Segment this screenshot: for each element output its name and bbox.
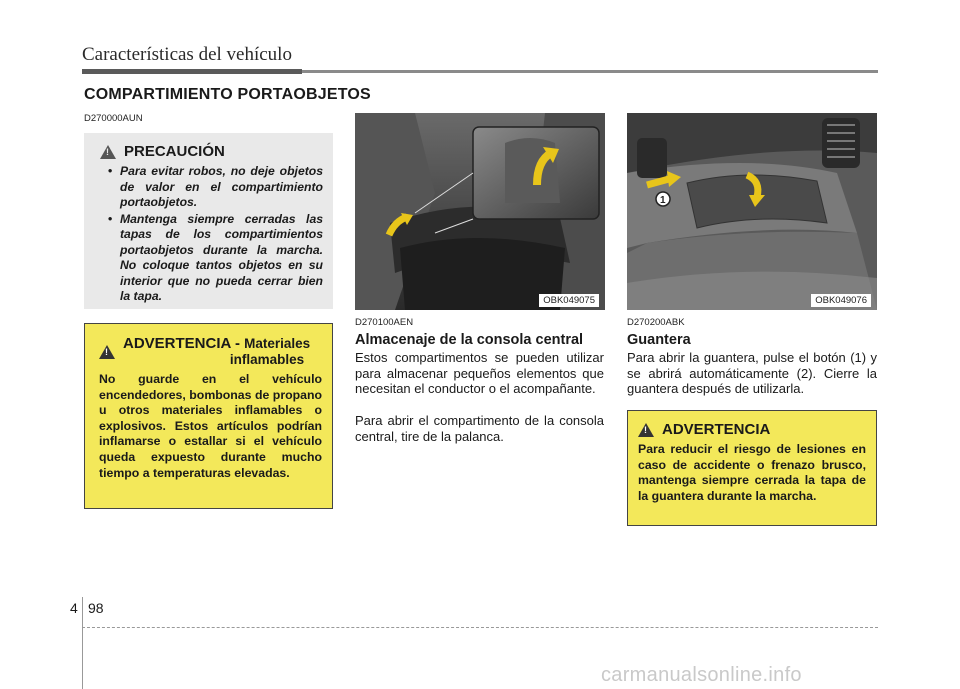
photo-code: OBK049075 [539,294,599,307]
callout-number: 1 [660,195,666,206]
glovebox-title: Guantera [627,332,691,348]
warning-title: ADVERTENCIA - [123,335,240,352]
warning-triangle-icon [100,145,116,159]
warning-header [99,336,322,368]
photo-code: OBK049076 [811,294,871,307]
console-paragraph-1: Estos compartimentos se pueden utilizar para almacenar pequeños elementos que necesitan el conductor o el acompañante. [355,350,604,397]
warning-subtitle-2: inflamables [229,352,305,367]
glovebox-photo [627,113,877,310]
warning-triangle-icon [638,423,654,437]
console-illustration [355,113,605,310]
warning-title: ADVERTENCIA [662,421,771,438]
caution-item: • Mantenga siempre cerradas las tapas de los compartimientos portaobjetos durante la marcha. No coloque tantos objetos en su interior que no pueda cerrar bien la tapa. [100,212,323,305]
caution-header [100,143,323,160]
console-title: Almacenaje de la consola central [355,332,584,348]
glovebox-illustration [627,113,877,310]
footer-vertical-rule [82,597,83,689]
warning-subtitle-1: Materiales [244,336,311,351]
caution-title: PRECAUCIÓN [124,143,225,160]
console-paragraph-2: Para abrir el compartimento de la consola central, tire de la palanca. [355,413,604,444]
console-photo [355,113,605,310]
section-title: COMPARTIMIENTO PORTAOBJETOS [84,86,371,103]
section-code: D270000AUN [84,113,143,124]
caution-item: • Para evitar robos, no deje objetos de valor en el compartimiento portaobjetos. [100,164,323,211]
warning-body: Para reducir el riesgo de lesiones en caso de accidente o frenazo brusco, mantenga siempre cerrada la tapa de la guantera durante la marcha. [638,442,866,503]
page-header-title: Características del vehículo [82,44,292,65]
warning-box-glovebox [627,410,877,526]
header-rule-accent [82,69,302,74]
footer-rule [82,627,878,628]
glovebox-paragraph: Para abrir la guantera, pulse el botón (1) y se abrirá automáticamente (2). Cierre la guantera después de utilizarla. [627,350,877,397]
page-number: 98 [88,600,104,616]
warning-box-flammable [84,323,333,509]
glovebox-code: D270200ABK [627,317,685,328]
caution-list [100,164,323,305]
warning-header [638,421,866,438]
warning-body: No guarde en el vehículo encendedores, bombonas de propano u otros materiales inflamables o explosivos. Estos artículos podrían inflamarse o estallar si el vehículo queda expuesto durante mucho tiempo a temperaturas elevadas. [99,372,322,480]
warning-triangle-icon [99,345,115,359]
console-code: D270100AEN [355,317,414,328]
caution-box [84,133,333,309]
chapter-number: 4 [70,600,78,616]
watermark: carmanualsonline.info [601,664,802,686]
